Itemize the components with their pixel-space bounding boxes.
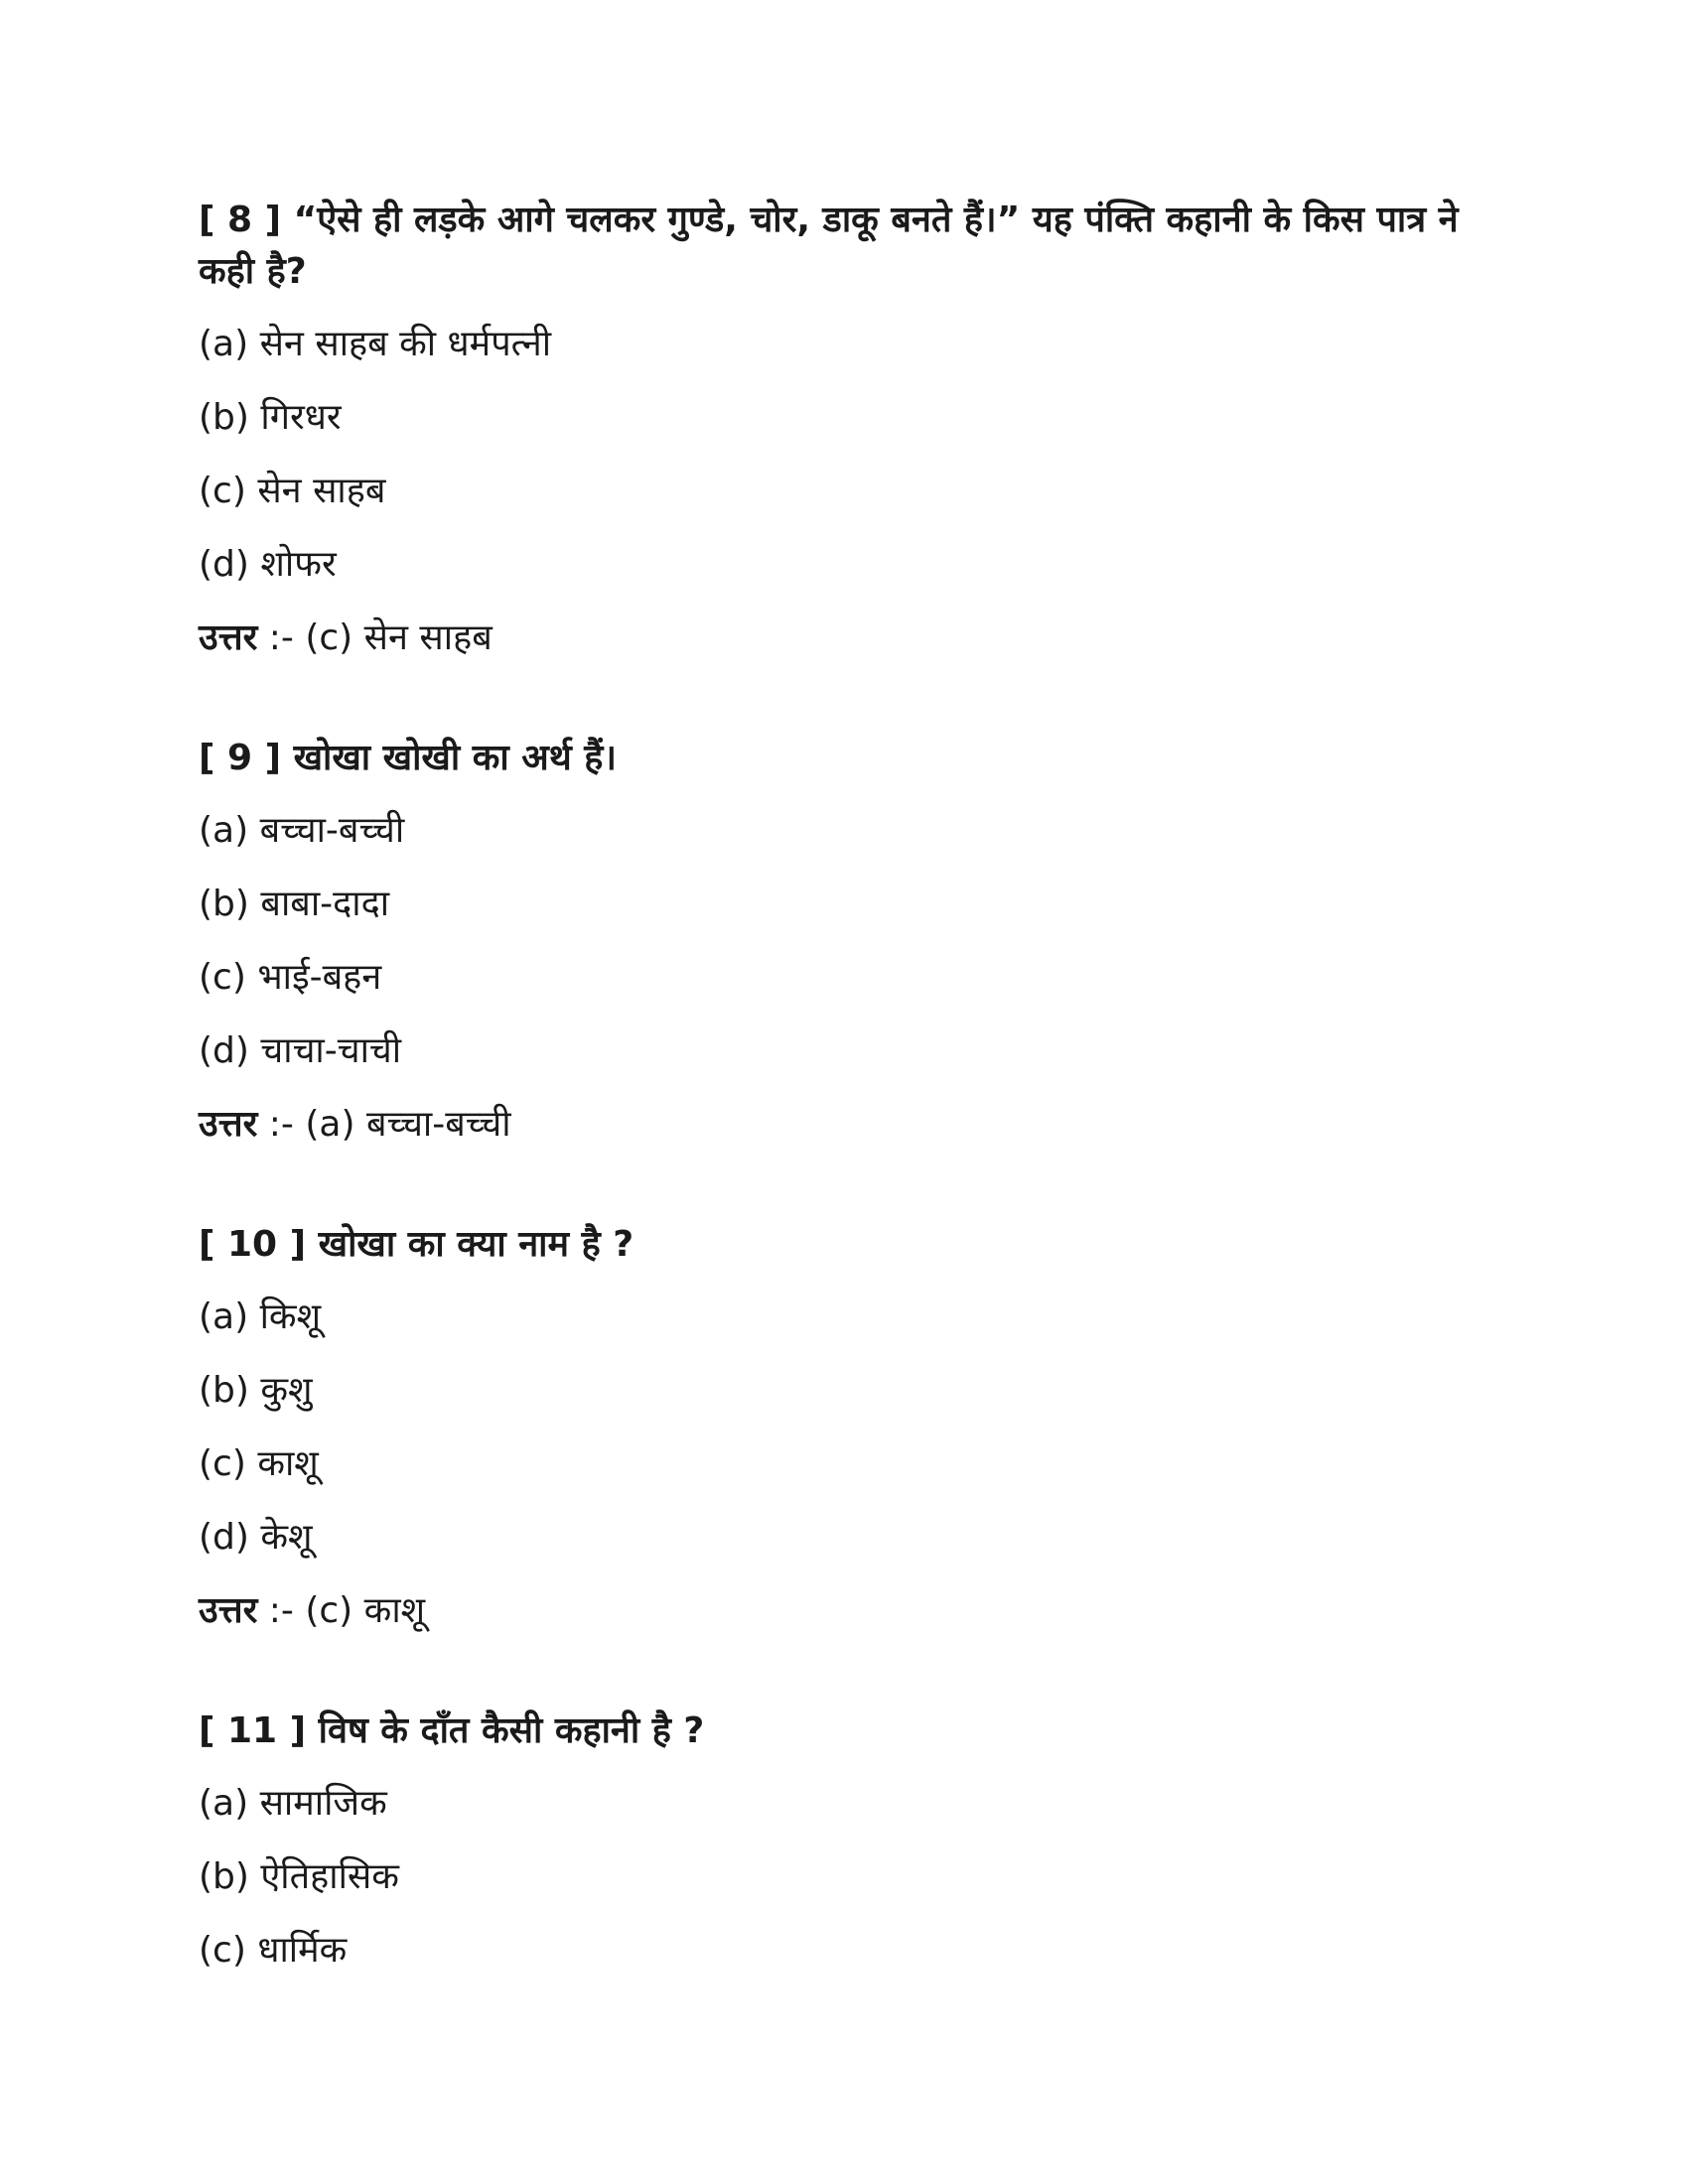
question-text (199, 733, 1489, 784)
option-d: (d) केशू (199, 1517, 313, 1558)
option-d: (d) शोफर (199, 544, 337, 585)
answer-line (199, 1584, 1489, 1638)
option-c: (c) सेन साहब (199, 471, 386, 511)
option-a: (a) सेन साहब की धर्मपत्नी (199, 324, 552, 364)
question-number: [ 11 ] (199, 1710, 307, 1751)
answer-value: :- (c) काशू (268, 1590, 426, 1631)
option-b: (b) कुशु (199, 1370, 313, 1411)
question-block-8 (199, 195, 1489, 665)
document-page (199, 195, 1489, 1997)
option-b: (b) गिरधर (199, 397, 342, 438)
answer-line (199, 1098, 1489, 1152)
option-c: (c) काशू (199, 1443, 319, 1484)
answer-label: उत्तर (199, 1590, 258, 1631)
question-stem: खोखा खोखी का अर्थ हैं। (293, 738, 618, 778)
answer-label: उत्तर (199, 1104, 258, 1145)
question-block-9 (199, 733, 1489, 1152)
option-a: (a) किशू (199, 1297, 322, 1337)
answer-value: :- (c) सेन साहब (268, 617, 492, 658)
answer-value: :- (a) बच्चा-बच्ची (268, 1104, 511, 1145)
option-d: (d) चाचा-चाची (199, 1030, 402, 1071)
option-a: (a) सामाजिक (199, 1783, 387, 1824)
question-text (199, 1219, 1489, 1271)
question-number: [ 10 ] (199, 1224, 307, 1265)
question-stem: खोखा का क्या नाम है ? (318, 1224, 634, 1265)
option-c: (c) भाई-बहन (199, 957, 382, 998)
question-text (199, 1706, 1489, 1757)
question-stem: विष के दाँत कैसी कहानी है ? (318, 1710, 705, 1751)
question-block-10 (199, 1219, 1489, 1638)
question-stem: “ऐसे ही लड़के आगे चलकर गुण्डे, चोर, डाकू बनते हैं।” यह पंक्ति कहानी के किस पात्र ने कही है? (199, 200, 1459, 292)
question-text (199, 195, 1489, 298)
question-number: [ 9 ] (199, 738, 282, 778)
answer-line (199, 612, 1489, 665)
option-c: (c) धार्मिक (199, 1930, 348, 1971)
question-block-11 (199, 1706, 1489, 1978)
answer-label: उत्तर (199, 617, 258, 658)
option-a: (a) बच्चा-बच्ची (199, 810, 405, 851)
option-b: (b) ऐतिहासिक (199, 1856, 399, 1897)
option-b: (b) बाबा-दादा (199, 884, 390, 924)
question-number: [ 8 ] (199, 200, 282, 240)
